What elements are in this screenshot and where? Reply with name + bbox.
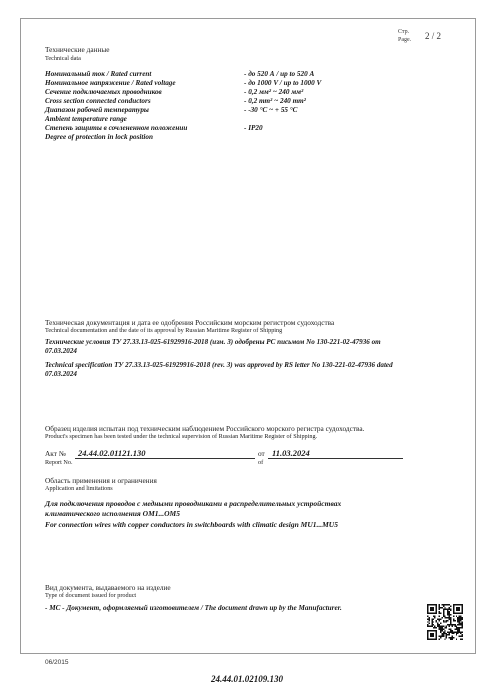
act-date-underline — [268, 458, 403, 459]
tech-row — [45, 79, 465, 88]
specimen-text-ru: Образец изделия испытан под техническим наблюдением Российского морского регистра судоходства. — [45, 424, 365, 433]
tech-row — [45, 106, 465, 115]
tech-row-label: Cross section connected conductors — [45, 97, 151, 105]
act-date: 11.03.2024 — [272, 448, 310, 458]
tech-row-label: Номинальный ток / Rated current — [45, 70, 152, 78]
tech-data-heading-en: Technical data — [45, 55, 81, 62]
tech-row-value: - IP20 — [244, 124, 263, 132]
page-number: 2 / 2 — [425, 31, 442, 41]
application-heading-ru: Область применения и ограничения — [45, 476, 157, 485]
approval-ru-line1: Технические условия ТУ 27.33.13-025-61929916-2018 (изм. 3) одобрены РС письмом No 130-221-02-47936 от — [45, 338, 381, 346]
doc-type-heading-ru: Вид документа, выдаваемого на изделие — [45, 583, 171, 592]
act-label-en: Report No. — [45, 459, 73, 466]
tech-row-value: - 0,2 мм² ~ 240 мм² — [244, 88, 304, 96]
tech-row — [45, 88, 465, 97]
tech-row-value: - до 1000 V / up to 1000 V — [244, 79, 322, 87]
application-heading-en: Application and limitations — [45, 485, 113, 492]
approval-ru-line2: 07.03.2024 — [45, 347, 77, 355]
application-ru-line2: климатического исполнения ОМ1...ОМ5 — [45, 509, 180, 518]
tech-row-label: Ambient temperature range — [45, 115, 127, 123]
tech-row-label: Degree of protection in lock position — [45, 133, 154, 141]
tech-row-value: - 0,2 mm² ~ 240 mm² — [244, 97, 306, 105]
act-number: 24.44.02.01121.130 — [78, 448, 146, 458]
application-ru-line1: Для подключения проводов с медными проводниками в распределительных устройствах — [45, 499, 342, 508]
date-label-ru: от — [258, 449, 265, 458]
form-date: 06/2015 — [45, 659, 69, 666]
act-number-underline — [75, 458, 255, 459]
tech-row — [45, 70, 465, 79]
tech-row-value: - до 520 А / up to 520 А — [244, 70, 315, 78]
act-label-ru: Акт № — [45, 449, 66, 458]
application-en-line: For connection wires with copper conductors in switchboards with climatic design MU1...MU5 — [45, 520, 338, 529]
qr-code-icon — [427, 604, 463, 640]
approval-heading-en: Technical documentation and the date of its approval by Russian Maritime Register of Shipping — [45, 327, 283, 334]
tech-row-label: Номинальное напряжение / Rated voltage — [45, 79, 176, 87]
approval-en-line2: 07.03.2024 — [45, 370, 77, 378]
document-code: 24.44.01.02109.130 — [211, 674, 283, 684]
doc-type-value: - МС - Документ, оформляемый изготовителем / The document drawn up by the Manufacturer. — [45, 604, 342, 612]
tech-row — [45, 133, 465, 142]
date-label-en: of — [258, 459, 264, 466]
tech-data-heading-ru: Технические данные — [45, 45, 110, 54]
tech-row-label: Сечение подключаемых проводников — [45, 88, 162, 96]
page-label-ru: Стр. — [398, 29, 410, 35]
tech-row-label: Диапазон рабочей температуры — [45, 106, 149, 114]
tech-row-value: - -30 °C ~ + 55 °C — [244, 106, 298, 114]
approval-en-line1: Technical specification ТУ 27.33.13-025-61929916-2018 (rev. 3) was approved by RS letter No 130-221-02-47936 dated — [45, 361, 393, 369]
tech-row — [45, 124, 465, 133]
page-label-en: Page. — [398, 37, 412, 43]
tech-row-label: Степень защиты в сочлененном положении — [45, 124, 188, 132]
doc-type-heading-en: Type of document issued for product — [45, 592, 137, 599]
specimen-text-en: Product's specimen has been tested under the technical supervision of Russian Maritime Register of Shipping. — [45, 433, 318, 440]
approval-heading-ru: Техническая документация и дата ее одобрения Российским морским регистром судоходства — [45, 318, 335, 327]
tech-row — [45, 115, 465, 124]
tech-row — [45, 97, 465, 106]
